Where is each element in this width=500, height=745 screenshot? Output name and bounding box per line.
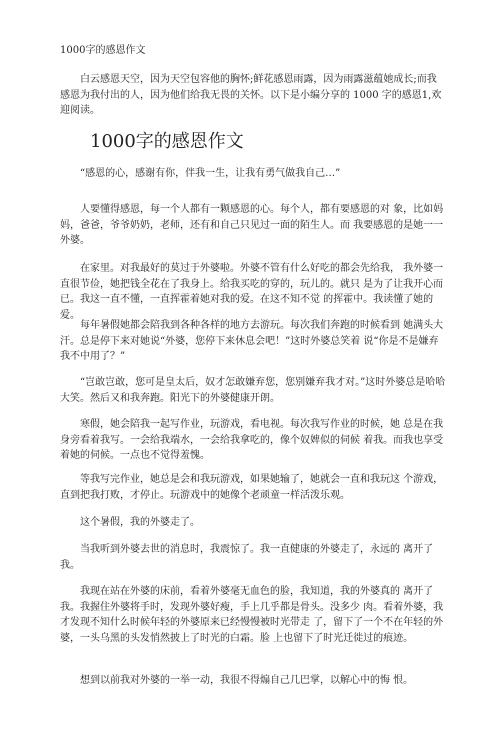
paragraph-7: 等我写完作业，她总是会和我玩游戏，如果她输了，她就会一直和我玩这 个游戏，直到把我打败，才停止。玩游戏中的她像个老顽童一样活泼乐观。 — [60, 474, 444, 501]
paragraph-2: 人要懂得感恩，每一个人都有一颗感恩的心。每个人，都有要感恩的对 象，比如妈妈，爸爸，爷爷奶奶，老师，还有和自己只见过一面的陌生人。而 我要感恩的是她一一外婆。 — [60, 204, 444, 246]
paragraph-5: “岂敢岂敢，您可是皇太后，奴才怎敢嫌弃您，您别嫌弃我才对。”这时外婆总是哈哈大笑。然后又和我奔跑。阳光下的外婆健康开朗。 — [60, 377, 446, 404]
article-title: 1000字的感恩作文 — [90, 131, 244, 152]
paragraph-6: 寒假，她会陪我一起写作业，玩游戏，看电视。每次我写作业的时候，她 总是在我身旁看着我写。一会给我端水，一会给我拿吃的，像个奴婢似的伺候 着我。而我也享受着她的伺候。一点也不觉得羞愧。 — [60, 419, 444, 461]
document-header-title: 1000字的感恩作文 — [60, 45, 146, 56]
paragraph-1: “感恩的心，感谢有你，伴我一生，让我有勇气做我自己…” — [80, 168, 341, 179]
paragraph-11: 想到以前我对外婆的一举一动，我很不得煽自己几巴掌，以解心中的悔 恨。 — [80, 675, 414, 686]
paragraph-3: 在家里。对我最好的莫过于外婆啦。外婆不管有什么好吃的都会先给我， 我外婆一直很节俭，她把钱全花在了我身上。给我买吃的穿的，玩儿的。就只 是为了让我开心而已。我这一直不懂，一直挥霍着她对我的爱。在这不知不觉 的挥霍中。我读懂了她的爱。 — [60, 263, 444, 321]
paragraph-8: 这个暑假，我的外婆走了。 — [80, 517, 200, 528]
paragraph-4: 每年暑假她都会陪我到各种各样的地方去游玩。每次我们奔跑的时候看到 她满头大汗。总是停下来对她说“外婆，您停下来休息会吧！”这时外婆总笑着 说“你是不是嫌弃我不中用了？” — [60, 320, 444, 362]
paragraph-10: 我现在站在外婆的床前，看着外婆毫无血色的脸，我知道，我的外婆真的 离开了我。我握住外婆将手时，发现外婆好瘦，手上几乎都是骨头。没多少 肉。看着外婆，我才发现不知什么时候年轻的外婆原来已经慢慢被时光带走 了，留下了一个不在年轻的外婆，一头乌黑的头发悄然披上了时光的白霜。脸 上也留下了时光迁徙过的痕迹。 — [60, 586, 444, 644]
intro-paragraph: 白云感恩天空，因为天空包容他的胸怀;鲜花感恩雨露，因为雨露滋蕴她成长;而我感恩为我付出的人，因为他们给我无畏的关怀。以下是小编分享的 1000 字的感恩1,欢迎阅读。 — [60, 74, 442, 116]
paragraph-9: 当我听到外婆去世的消息时，我震惊了。我一直健康的外婆走了，永远的 离开了我。 — [60, 544, 434, 571]
